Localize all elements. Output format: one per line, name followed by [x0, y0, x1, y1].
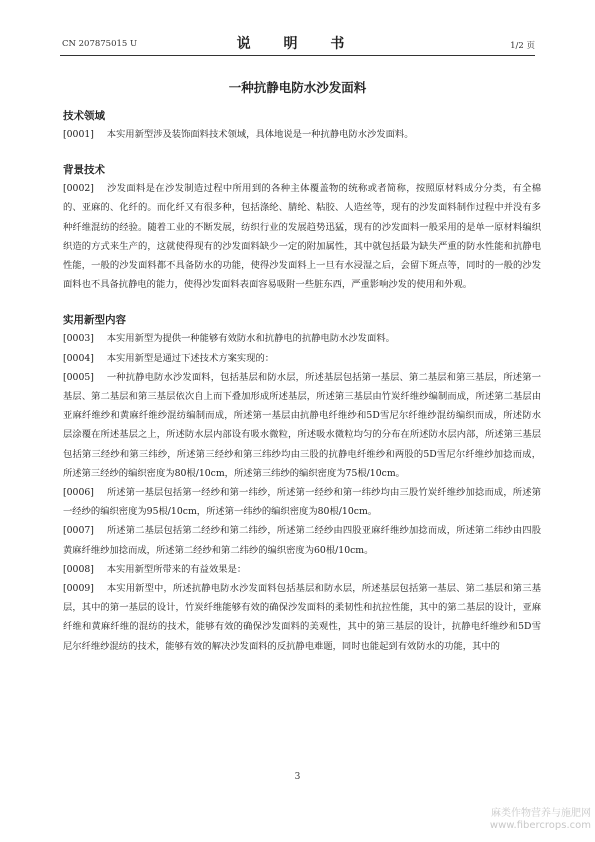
- section-technical-field: [63, 108, 541, 144]
- paragraph-text: 沙发面料是在沙发制造过程中所用到的各种主体覆盖物的统称或者简称，按照原材料成分分类，有全棉的、亚麻的、化纤的。而化纤又有很多种，包括涤纶、腈纶、粘胶、人造丝等，现有的沙发面料制作过程中并没有多种纤维混纺的经验。随着工业的不断发展，纺织行业的发展趋势迅猛，现有的沙发面料一般采用的是单一原材料编织织造的方式来生产的，这就使得现有的沙发面料缺少一定的附加属性，其中就包括最为缺失严重的防水性能和抗静电性能，一般的沙发面料都不具备防水的功能，使得沙发面料上一旦有水浸湿之后，会留下斑点等，同时的一般的沙发面料也不具备抗静电的能力，使得沙发面料表面容易吸附一些脏东西，严重影响沙发的使用和外观。: [63, 183, 541, 291]
- watermark-url: www.fibercrops.com: [489, 820, 591, 831]
- paragraph: [0004] 本实用新型是通过下述技术方案实现的：: [63, 352, 275, 364]
- paragraph: [0006] 所述第一基层包括第一经纱和第一纬纱，所述第一经纱和第一纬纱均由三股竹炭纤维纱加捻而成，所述第一经纱的编织密度为95根/10cm，所述第一纬纱的编织密度为80根/10cm。: [63, 487, 541, 518]
- paragraph: [0008] 本实用新型所带来的有益效果是：: [63, 563, 247, 575]
- paragraph: [0005] 一种抗静电防水沙发面料，包括基层和防水层，所述基层包括第一基层、第二基层和第三基层，所述第一基层、第二基层和第三基层依次自上而下叠加形成所述基层，所述第三基层由竹炭纤维纱编制而成，所述第二基层由亚麻纤维纱和黄麻纤维纱混纺编制而成，所述第一基层由抗静电纤维纱和5D雪尼尔纤维纱混纺编织而成，所述防水层涂覆在所述基层之上，所述防水层内部设有吸水微粒，所述吸水微粒均匀的分布在所述防水层内部，所述第三基层包括第三经纱和第三纬纱，所述第三经纱和第三纬纱均由三股的抗静电纤维纱和两股的5D雪尼尔纤维纱加捻而成，所述第三经纱的编织密度为80根/10cm，所述第三纬纱的编织密度为75根/10cm。: [63, 371, 541, 479]
- paragraph-text: 所述第一基层包括第一经纱和第一纬纱，所述第一经纱和第一纬纱均由三股竹炭纤维纱加捻而成，所述第一经纱的编织密度为95根/10cm，所述第一纬纱的编织密度为80根/10cm。: [63, 487, 541, 518]
- paragraph-text: 一种抗静电防水沙发面料，包括基层和防水层，所述基层包括第一基层、第二基层和第三基层，所述第一基层、第二基层和第三基层依次自上而下叠加形成所述基层，所述第三基层由竹炭纤维纱编制而成，所述第二基层由亚麻纤维纱和黄麻纤维纱混纺编制而成，所述第一基层由抗静电纤维纱和5D雪尼尔纤维纱混纺编织而成，所述防水层涂覆在所述基层之上，所述防水层内部设有吸水微粒，所述吸水微粒均匀的分布在所述防水层内部，所述第三基层包括第三经纱和第三纬纱，所述第三经纱和第三纬纱均由三股的抗静电纤维纱和两股的5D雪尼尔纤维纱加捻而成，所述第三经纱的编织密度为80根/10cm，所述第三纬纱的编织密度为75根/10cm。: [63, 371, 541, 479]
- header-page-indicator: 1/2 页: [510, 41, 535, 51]
- section-background: [63, 162, 541, 294]
- section-heading: 背景技术: [63, 164, 105, 177]
- paragraph-text: 本实用新型涉及装饰面料技术领域，具体地说是一种抗静电防水沙发面料。: [106, 129, 414, 140]
- section-heading: 实用新型内容: [63, 314, 126, 327]
- page-number: 3: [294, 772, 301, 782]
- paragraph: [0003] 本实用新型为提供一种能够有效防水和抗静电的抗静电防水沙发面料。: [63, 333, 395, 345]
- document-title: 一种抗静电防水沙发面料: [228, 80, 367, 95]
- patent-number: CN 207875015 U: [62, 39, 138, 49]
- watermark-site-name: 麻类作物营养与施肥网: [491, 808, 591, 819]
- header-divider: [60, 55, 535, 56]
- paragraph: [0001] 本实用新型涉及装饰面料技术领域，具体地说是一种抗静电防水沙发面料。: [63, 129, 414, 140]
- paragraph: [0002] 沙发面料是在沙发制造过程中所用到的各种主体覆盖物的统称或者简称，按照原材料成分分类，有全棉的、亚麻的、化纤的。而化纤又有很多种，包括涤纶、腈纶、粘胶、人造丝等，现有的沙发面料制作过程中并没有多种纤维混纺的经验。随着工业的不断发展，纺织行业的发展趋势迅猛，现有的沙发面料一般采用的是单一原材料编织织造的方式来生产的，这就使得现有的沙发面料缺少一定的附加属性，其中就包括最为缺失严重的防水性能和抗静电性能，一般的沙发面料都不具备防水的功能，使得沙发面料上一旦有水浸湿之后，会留下斑点等，同时的一般的沙发面料也不具备抗静电的能力，使得沙发面料表面容易吸附一些脏东西，严重影响沙发的使用和外观。: [63, 183, 541, 291]
- paragraph: [0009] 本实用新型中，所述抗静电防水沙发面料包括基层和防水层，所述基层包括第一基层、第二基层和第三基层，其中的第一基层的设计，竹炭纤维能够有效的确保沙发面料的柔韧性和抗拉性能，其中的第二基层的设计，亚麻纤维和黄麻纤维的混纺的技术，能够有效的确保沙发面料的美观性，其中的第三基层的设计，抗静电纤维纱和5D雪尼尔纤维纱混纺的技术，能够有效的解决沙发面料的反抗静电难题，同时也能起到有效防水的功能，其中的: [63, 583, 541, 652]
- header-title: 说 明 书: [236, 36, 359, 52]
- paragraph-text: 本实用新型中，所述抗静电防水沙发面料包括基层和防水层，所述基层包括第一基层、第二基层和第三基层，其中的第一基层的设计，竹炭纤维能够有效的确保沙发面料的柔韧性和抗拉性能，其中的第二基层的设计，亚麻纤维和黄麻纤维的混纺的技术，能够有效的确保沙发面料的美观性，其中的第三基层的设计，抗静电纤维纱和5D雪尼尔纤维纱混纺的技术，能够有效的解决沙发面料的反抗静电难题，同时也能起到有效防水的功能，其中的: [63, 583, 541, 652]
- paragraph: [0007] 所述第二基层包括第二经纱和第二纬纱，所述第二经纱由四股亚麻纤维纱加捻而成，所述第二纬纱由四股黄麻纤维纱加捻而成，所述第二经纱和第二纬纱的编织密度为60根/10cm。: [63, 525, 541, 556]
- paragraph-text: 本实用新型所带来的有益效果是：: [106, 563, 247, 575]
- site-watermark: [490, 808, 591, 832]
- paragraph-text: 所述第二基层包括第二经纱和第二纬纱，所述第二经纱由四股亚麻纤维纱加捻而成，所述第二纬纱由四股黄麻纤维纱加捻而成，所述第二经纱和第二纬纱的编织密度为60根/10cm。: [63, 525, 541, 556]
- document-body: [63, 108, 541, 656]
- section-heading: 技术领域: [63, 110, 105, 122]
- paragraph-text: 本实用新型为提供一种能够有效防水和抗静电的抗静电防水沙发面料。: [106, 333, 395, 345]
- paragraph-text: 本实用新型是通过下述技术方案实现的：: [106, 352, 275, 364]
- section-utility-content: [63, 312, 541, 655]
